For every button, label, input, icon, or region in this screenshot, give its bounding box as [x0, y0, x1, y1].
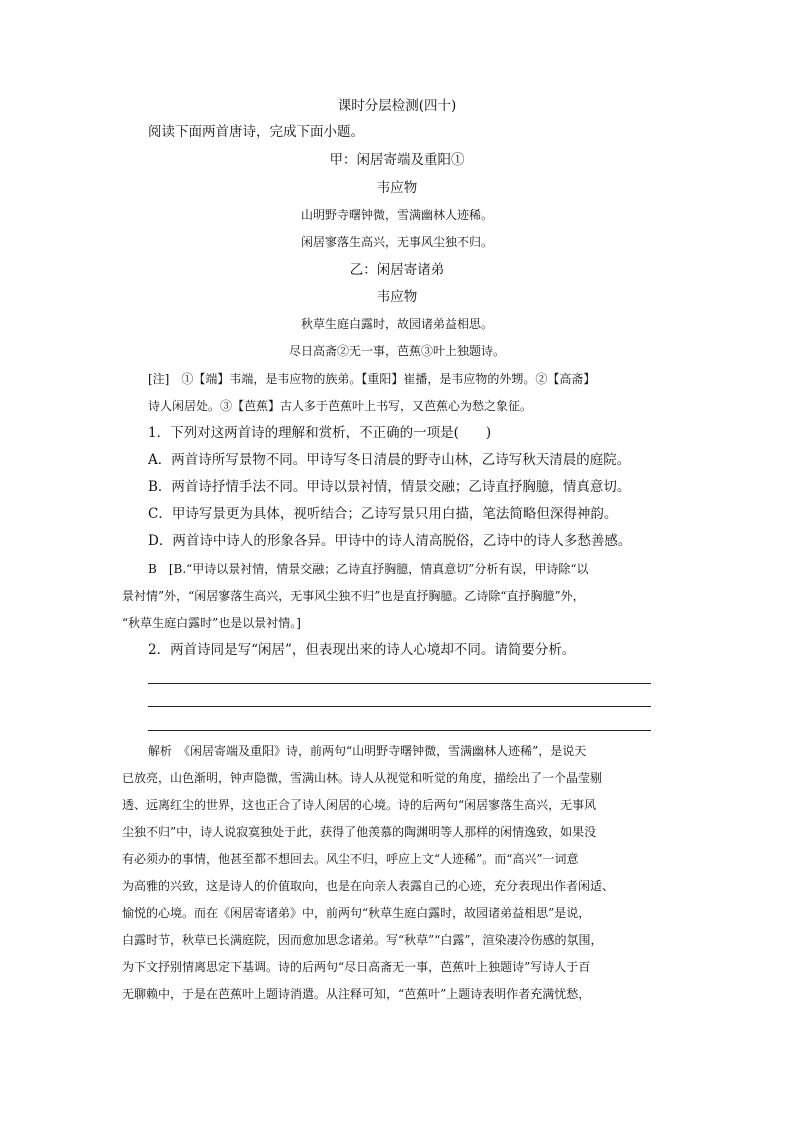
question-1-option-b: B．两首诗抒情手法不同。甲诗以景衬情，情景交融；乙诗直抒胸臆，情真意切。: [148, 479, 631, 495]
analysis-line-1: 解析 《闲居寄端及重阳》诗，前两句“山明野寺曙钟微，雪满幽林人迹稀”，是说天: [148, 744, 587, 758]
poem-2-title: 乙：闲居寄诸弟: [349, 262, 445, 278]
question-1-answer-line-3: “秋草生庭白露时”也是以景衬情。]: [122, 616, 301, 630]
question-1-option-c: C．甲诗写景更为具体，视听结合；乙诗写景只用白描，笔法简略但深得神韵。: [148, 506, 618, 522]
analysis-line-7: 愉悦的心境。而在《闲居寄诸弟》中，前两句“秋草生庭白露时，故园诸弟益相思”是说，: [122, 906, 591, 920]
answer-blank-line-1[interactable]: [148, 683, 651, 684]
poem-1-line-1: 山明野寺曙钟微，雪满幽林人迹稀。: [300, 208, 493, 222]
poem-2-author: 韦应物: [376, 289, 418, 305]
analysis-line-8: 白露时节，秋草已长满庭院，因而愈加思念诸弟。写“秋草”“白露”，渲染凄冷伤感的氛围，: [122, 933, 603, 947]
answer-blank-line-3[interactable]: [148, 730, 651, 731]
poem-2-line-1: 秋草生庭白露时，故园诸弟益相思。: [300, 317, 493, 331]
poem-1-title: 甲：闲居寄端及重阳①: [329, 152, 465, 168]
page-title: 课时分层检测(四十): [337, 98, 457, 114]
analysis-line-4: 尘独不归”中，诗人说寂寞独处于此，获得了他羡慕的陶渊明等人那样的闲情逸致，如果没: [122, 825, 597, 839]
instruction: 阅读下面两首唐诗，完成下面小题。: [148, 124, 364, 140]
analysis-line-5: 有必须办的事情，他甚至都不想回去。风尘不归，呼应上文“人迹稀”。而“高兴”一词意: [122, 852, 579, 866]
note-line-2: 诗人闲居处。③【芭蕉】古人多于芭蕉叶上书写，又芭蕉心为愁之象征。: [148, 399, 533, 413]
note-line-1: [注] ①【端】韦端，是韦应物的族弟。【重阳】崔播，是韦应物的外甥。②【高斋】: [148, 372, 596, 386]
analysis-line-10: 无聊赖中，于是在芭蕉叶上题诗消遣。从注释可知，“芭蕉叶”上题诗表明作者充满忧愁，: [122, 987, 591, 1001]
question-2-stem: 2．两首诗同是写“闲居”，但表现出来的诗人心境却不同。请简要分析。: [148, 642, 576, 658]
analysis-line-2: 已放亮，山色渐明，钟声隐微，雪满山林。诗人从视觉和听觉的角度，描绘出了一个晶莹剔: [122, 771, 603, 785]
question-1-answer-line-1: B [B.“甲诗以景衬情，情景交融；乙诗直抒胸臆，情真意切”分析有误，甲诗除“以: [148, 562, 589, 576]
poem-2-line-2: 尽日高斋②无一事，芭蕉③叶上独题诗。: [288, 344, 505, 358]
question-1-answer-line-2: 景衬情”外，“闲居寥落生高兴，无事风尘独不归”也是直抒胸臆。乙诗除“直抒胸臆”外，: [122, 589, 585, 603]
question-1-option-d: D．两首诗中诗人的形象各异。甲诗中的诗人清高脱俗，乙诗中的诗人多愁善感。: [148, 533, 632, 549]
question-1-stem: 1．下列对这两首诗的理解和赏析，不正确的一项是( ): [148, 425, 492, 441]
analysis-line-6: 为高雅的兴致，这是诗人的价值取向，也是在向亲人表露自己的心迹，充分表现出作者闲适、: [122, 879, 615, 893]
analysis-line-9: 为下文抒别情离思定下基调。诗的后两句“尽日高斋无一事，芭蕉叶上独题诗”写诗人于百: [122, 960, 591, 974]
analysis-line-3: 透、远离红尘的世界，这也正合了诗人闲居的心境。诗的后两句“闲居寥落生高兴，无事风: [122, 798, 597, 812]
answer-blank-line-2[interactable]: [148, 706, 651, 707]
question-1-option-a: A．两首诗所写景物不同。甲诗写冬日清晨的野寺山林，乙诗写秋天清晨的庭院。: [148, 452, 631, 468]
poem-1-author: 韦应物: [376, 180, 418, 196]
poem-1-line-2: 闲居寥落生高兴，无事风尘独不归。: [300, 235, 493, 249]
